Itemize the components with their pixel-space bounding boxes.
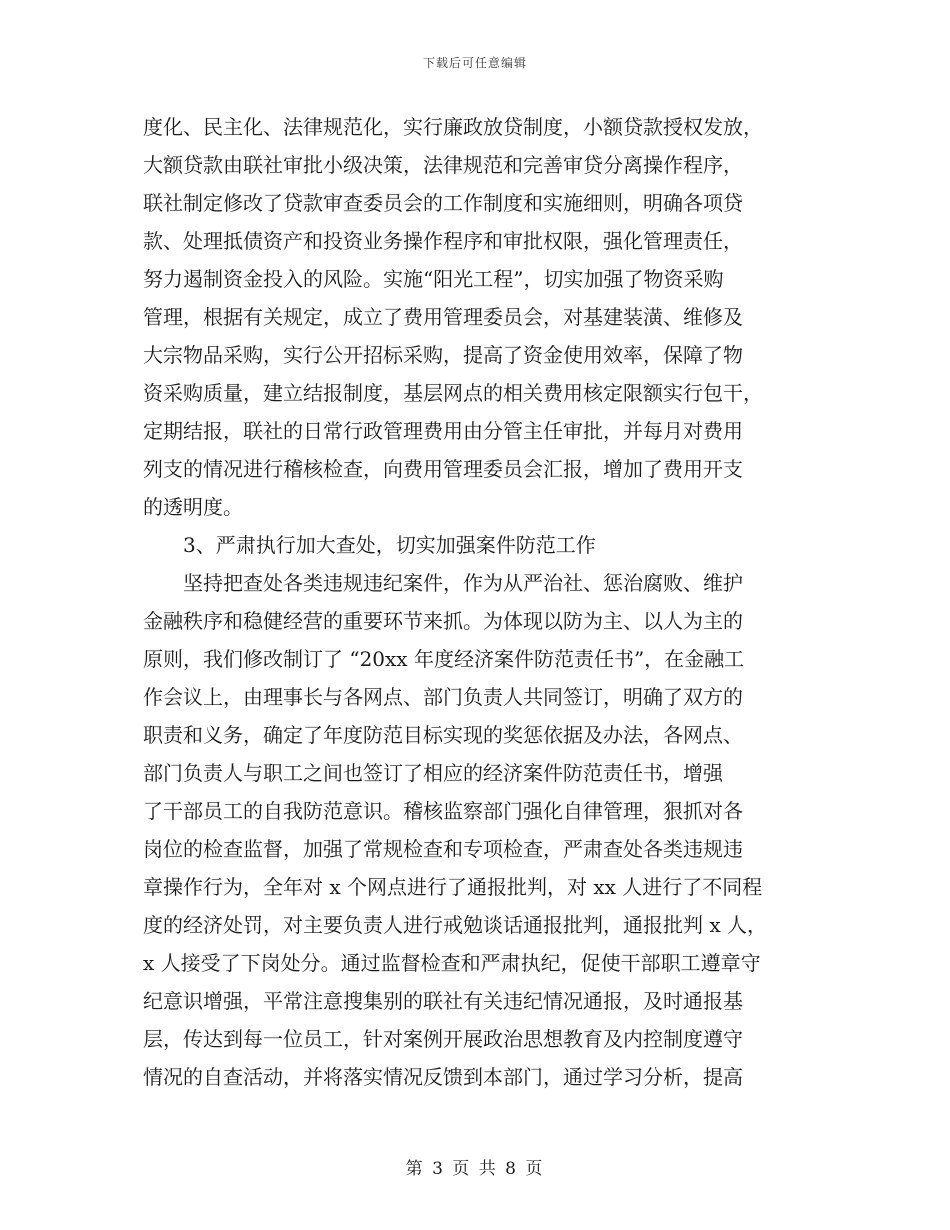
paragraph-line: 了干部员工的自我防范意识。稽核监察部门强化自律管理，狠抓对各 xyxy=(143,799,743,823)
paragraph-line: 原则，我们修改制订了 “20xx 年度经济案件防范责任书”，在金融工 xyxy=(143,647,745,671)
paragraph-line: 情况的自查活动，并将落实情况反馈到本部门，通过学习分析，提高 xyxy=(143,1065,743,1089)
paragraph-line: 层，传达到每一位员工，针对案例开展政治思想教育及内控制度遵守 xyxy=(143,1027,743,1051)
section-heading: 3、严肃执行加大查处，切实加强案件防范工作 xyxy=(183,533,596,557)
paragraph-line: x 人接受了下岗处分。通过监督检查和严肃执纪，促使干部职工遵章守 xyxy=(143,951,761,975)
paragraph-line: 度的经济处罚，对主要负责人进行戒勉谈话通报批判，通报批判 x 人， xyxy=(143,913,767,937)
paragraph-line: 度化、民主化、法律规范化，实行廉政放贷制度，小额贷款授权发放， xyxy=(143,115,763,139)
page-number-footer: 第 3 页 共 8 页 xyxy=(405,1159,545,1179)
paragraph-line: 管理，根据有关规定，成立了费用管理委员会，对基建装潢、维修及 xyxy=(143,305,743,329)
paragraph-first-line: 坚持把查处各类违规违纪案件，作为从严治社、惩治腐败、维护 xyxy=(183,571,743,595)
paragraph-line: 定期结报，联社的日常行政管理费用由分管主任审批，并每月对费用 xyxy=(143,419,743,443)
paragraph-line: 大额贷款由联社审批小级决策，法律规范和完善审贷分离操作程序， xyxy=(143,153,743,177)
paragraph-line: 章操作行为，全年对 x 个网点进行了通报批判，对 xx 人进行了不同程 xyxy=(143,875,763,899)
paragraph-line: 大宗物品采购，实行公开招标采购，提高了资金使用效率，保障了物 xyxy=(143,343,743,367)
paragraph-line: 款、处理抵债资产和投资业务操作程序和审批权限，强化管理责任， xyxy=(143,229,743,253)
paragraph-line: 列支的情况进行稽核检查，向费用管理委员会汇报，增加了费用开支 xyxy=(143,457,743,481)
paragraph-line: 部门负责人与职工之间也签订了相应的经济案件防范责任书，增强 xyxy=(143,761,723,785)
document-body xyxy=(143,108,808,1096)
paragraph-line: 金融秩序和稳健经营的重要环节来抓。为体现以防为主、以人为主的 xyxy=(143,609,743,633)
page-header: 下载后可任意编辑 xyxy=(422,56,527,70)
paragraph-line: 努力遏制资金投入的风险。实施“阳光工程”，切实加强了物资采购 xyxy=(143,267,724,291)
paragraph-line: 的透明度。 xyxy=(143,495,243,519)
paragraph-line: 纪意识增强，平常注意搜集别的联社有关违纪情况通报，及时通报基 xyxy=(143,989,743,1013)
paragraph-line: 作会议上，由理事长与各网点、部门负责人共同签订，明确了双方的 xyxy=(143,685,743,709)
paragraph-line: 岗位的检查监督，加强了常规检查和专项检查，严肃查处各类违规违 xyxy=(143,837,743,861)
paragraph-line: 资采购质量，建立结报制度，基层网点的相关费用核定限额实行包干， xyxy=(143,381,763,405)
paragraph-line: 联社制定修改了贷款审查委员会的工作制度和实施细则，明确各项贷 xyxy=(143,191,743,215)
paragraph-line: 职责和义务，确定了年度防范目标实现的奖惩依据及办法，各网点、 xyxy=(143,723,743,747)
